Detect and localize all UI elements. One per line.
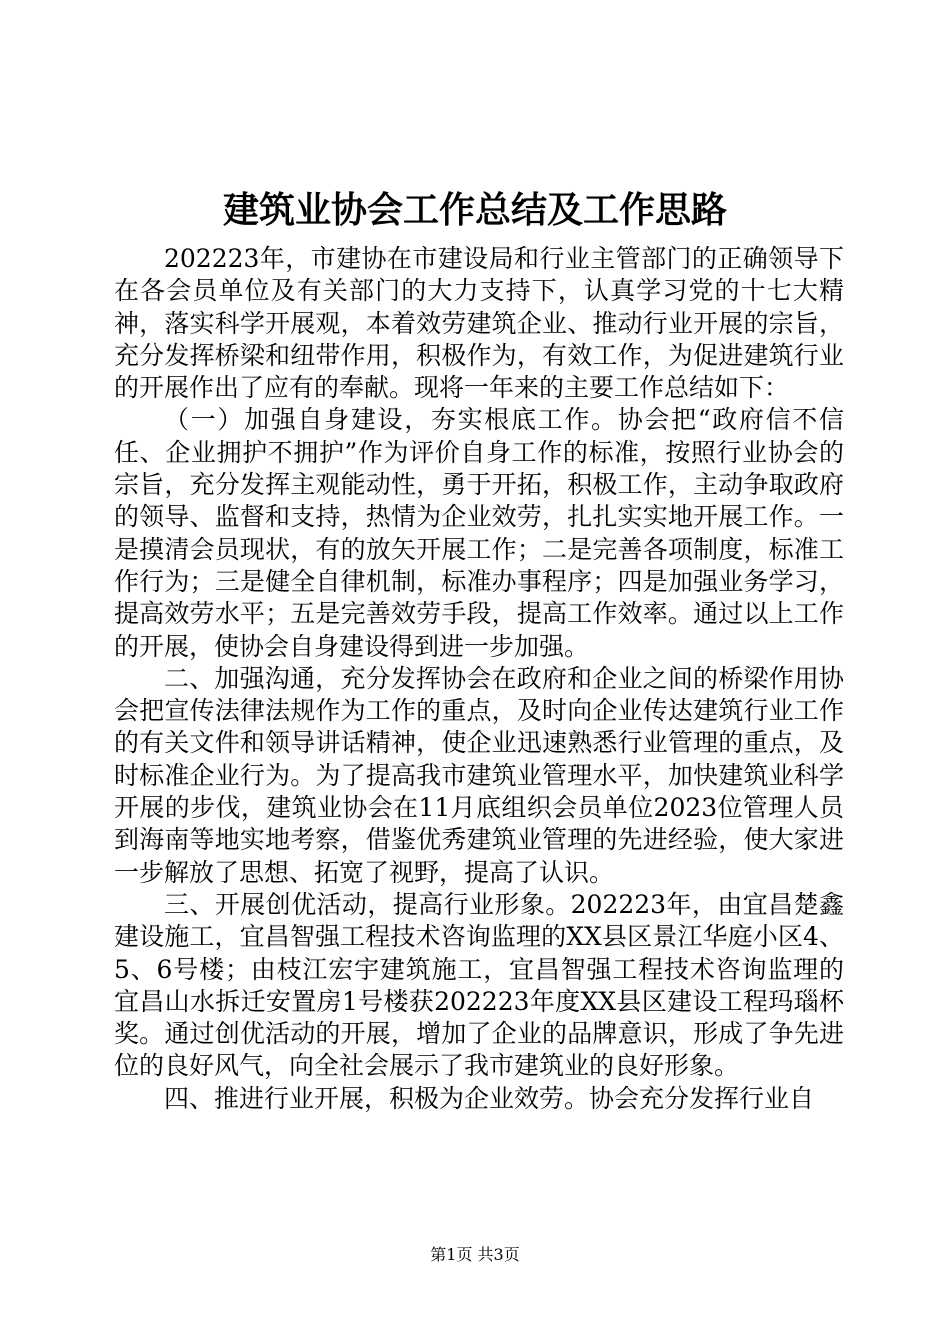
- page-number: 第1页: [430, 1245, 473, 1264]
- paragraph-section-3: 三、开展创优活动，提高行业形象。202223年，由宜昌楚鑫建设施工，宜昌智强工程技术咨询监理的XX县区景江华庭小区4、5、6号楼；由枝江宏宇建筑施工，宜昌智强工程技术咨询监理的宜昌山水拆迁安置房1号楼获202223年度XX县区建设工程玛瑙杯奖。通过创优活动的开展，增加了企业的品牌意识，形成了争先进位的良好风气，向全社会展示了我市建筑业的良好形象。: [114, 889, 844, 1081]
- paragraph-section-2: 二、加强沟通，充分发挥协会在政府和企业之间的桥梁作用协会把宣传法律法规作为工作的重点，及时向企业传达建筑行业工作的有关文件和领导讲话精神，使企业迅速熟悉行业管理的重点，及时标准企业行为。为了提高我市建筑业管理水平，加快建筑业科学开展的步伐，建筑业协会在11月底组织会员单位2023位管理人员到海南等地实地考察，借鉴优秀建筑业管理的先进经验，使大家进一步解放了思想、拓宽了视野，提高了认识。: [114, 663, 844, 887]
- page-footer: [0, 1244, 950, 1266]
- paragraph-section-4: 四、推进行业开展，积极为企业效劳。协会充分发挥行业自: [164, 1083, 815, 1113]
- paragraph-intro: 202223年，市建协在市建设局和行业主管部门的正确领导下在各会员单位及有关部门的大力支持下，认真学习党的十七大精神，落实科学开展观，本着效劳建筑企业、推动行业开展的宗旨，充分发挥桥梁和纽带作用，积极作为，有效工作，为促进建筑行业的开展作出了应有的奉献。现将一年来的主要工作总结如下：: [114, 244, 844, 403]
- document-body: [114, 243, 844, 1115]
- page-total: 共3页: [477, 1245, 520, 1264]
- paragraph-section-1: （一）加强自身建设，夯实根底工作。协会把“政府信不信任、企业拥护不拥护”作为评价自身工作的标准，按照行业协会的宗旨，充分发挥主观能动性，勇于开拓，积极工作，主动争取政府的领导、监督和支持，热情为企业效劳，扎扎实实地开展工作。一是摸清会员现状，有的放矢开展工作；二是完善各项制度，标准工作行为；三是健全自律机制，标准办事程序；四是加强业务学习，提高效劳水平；五是完善效劳手段，提高工作效率。通过以上工作的开展，使协会自身建设得到进一步加强。: [114, 405, 844, 661]
- document-title: 建筑业协会工作总结及工作思路: [222, 189, 727, 231]
